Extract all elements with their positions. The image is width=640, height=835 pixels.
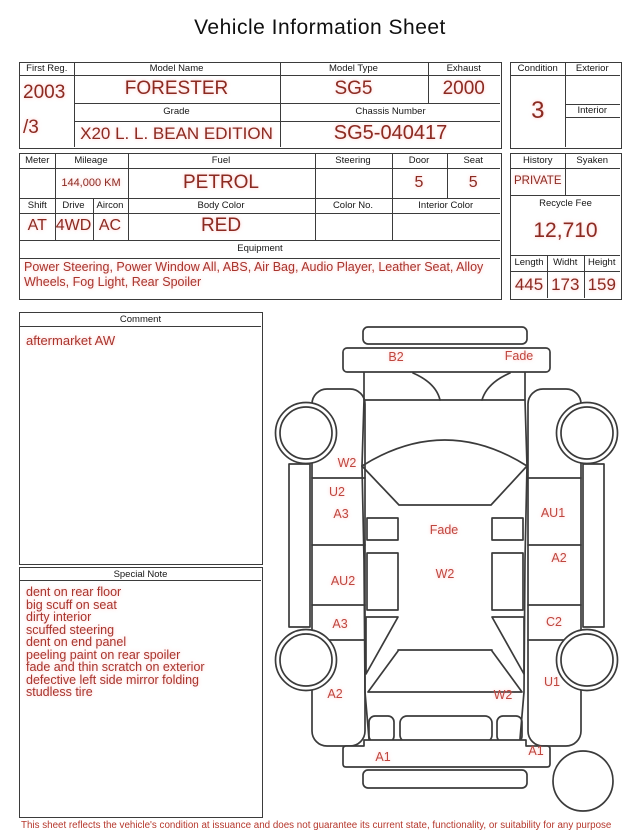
special-note-header: Special Note [113,568,168,580]
comment-text: aftermarket AW [26,333,116,348]
drive-header: Drive [62,199,85,211]
width-header: Widht [553,257,578,268]
aircon-header: Aircon [96,199,124,211]
special-note-line: scuffed steering [26,622,115,637]
door-header: Door [408,155,430,167]
condition-header: Condition [517,63,558,75]
special-note-line: peeling paint on rear spoiler [26,647,181,662]
history-value: PRIVATE [514,175,562,187]
diagram-damage-label: Fade [504,349,534,363]
length-value: 445 [514,274,544,294]
drive-value: 4WD [55,217,92,234]
grade-header: Grade [163,106,190,118]
exhaust-value: 2000 [442,77,485,99]
fuel-value: PETROL [182,171,260,193]
diagram-damage-label: A1 [375,750,391,764]
mileage-value: 144,000 KM [61,176,121,189]
page-title: Vehicle Information Sheet [194,16,446,39]
diagram-damage-label: C2 [546,615,562,629]
chassis-number-header: Chassis Number [355,106,426,118]
comment-header: Comment [119,314,162,325]
aircon-value: AC [98,217,122,234]
model-type-value: SG5 [334,77,373,99]
diagram-damage-label: W2 [337,456,357,470]
diagram-damage-label: A3 [332,617,348,631]
seat-value: 5 [468,173,478,191]
diagram-damage-label: A2 [551,551,567,565]
exterior-header: Exterior [575,63,609,75]
first-reg-header: First Reg. [26,63,68,75]
special-note-line: defective left side mirror folding [26,672,199,687]
door-value: 5 [414,173,424,191]
condition-grade-value: 3 [531,96,545,124]
interior-header: Interior [577,105,608,116]
mileage-header: Mileage [74,155,108,167]
diagram-damage-label: W2 [435,567,455,581]
color-no-header: Color No. [332,199,374,211]
model-type-header: Model Type [329,63,378,75]
model-name-value: FORESTER [124,77,229,99]
equipment-header: Equipment [237,243,283,255]
diagram-damage-label: U1 [544,675,560,689]
diagram-damage-label: B2 [388,350,404,364]
diagram-damage-label: A1 [528,744,544,758]
diagram-damage-label: W2 [493,688,513,702]
fuel-header: Fuel [211,155,231,167]
interior-color-header: Interior Color [418,199,474,211]
special-note-line: dirty interior [26,610,92,624]
first-reg-month: /3 [23,117,39,139]
equipment-value: Power Steering, Power Window All, ABS, Air Bag, Audio Player, Leather Seat, Alloy Wheels, Fog Light, Rear Spoiler [24,260,484,289]
syaken-header: Syaken [576,155,609,167]
diagram-damage-label: U2 [329,485,345,499]
recycle-fee-header: Recycle Fee [539,197,592,209]
length-header: Length [514,257,544,268]
diagram-damage-label: A3 [333,507,349,521]
model-name-header: Model Name [149,63,204,75]
diagram-damage-label: AU1 [540,506,566,520]
grade-value: X20 L. L. BEAN EDITION [80,123,273,143]
body-color-header: Body Color [197,199,245,211]
special-note-line: dent on rear floor [26,585,122,599]
diagram-damage-label: Fade [429,523,459,537]
exhaust-header: Exhaust [446,63,481,75]
shift-header: Shift [27,199,47,211]
steering-header: Steering [335,155,371,167]
diagram-damage-label: A2 [327,687,343,701]
seat-header: Seat [463,155,484,167]
height-header: Height [588,257,616,268]
height-value: 159 [587,274,616,294]
special-note-line: fade and thin scratch on exterior [26,660,205,674]
special-note-line: dent on end panel [26,635,127,649]
special-note-line: big scuff on seat [26,597,117,612]
diagram-damage-label: AU2 [330,574,356,588]
special-note-line: studless tire [26,685,93,699]
first-reg-year: 2003 [23,82,66,104]
shift-value: AT [27,217,47,234]
chassis-number-value: SG5-040417 [333,122,448,145]
history-header: History [522,155,553,167]
disclaimer-text: This sheet reflects the vehicle's condition at issuance and does not guarantee its current state, functionality, or suitability for any purpose [21,820,612,831]
body-color-value: RED [200,215,242,236]
recycle-fee-value: 12,710 [533,219,598,242]
width-value: 173 [551,274,580,294]
meter-header: Meter [25,155,50,167]
